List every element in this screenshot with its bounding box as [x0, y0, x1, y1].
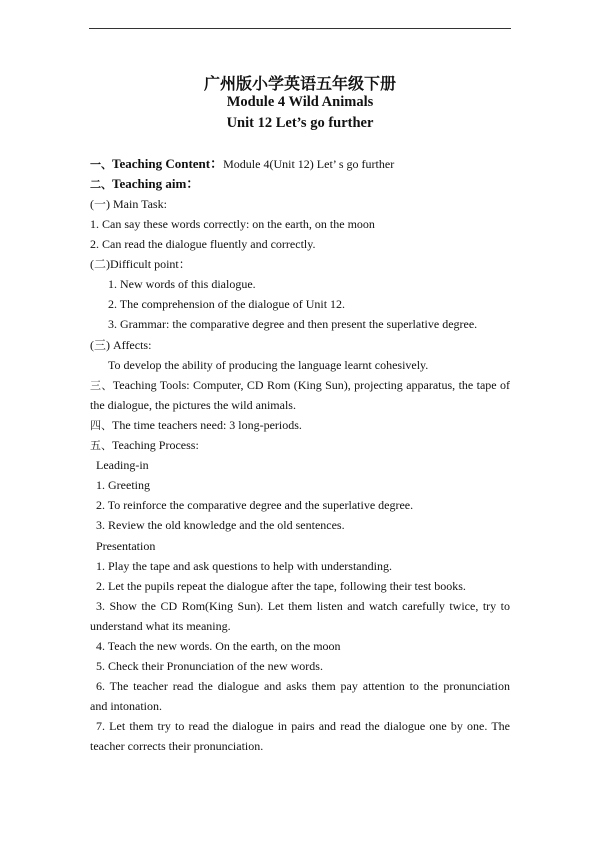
section-number: 四、 [90, 419, 112, 432]
leading-in-item: 2. To reinforce the comparative degree and the superlative degree. [96, 498, 414, 512]
main-task-item: 1. Can say these words correctly: on the earth, on the moon [90, 217, 375, 231]
time-needed-line [90, 417, 302, 434]
section-value: Module 4(Unit 12) Let’ s go further [223, 157, 395, 171]
doc-module-title: Module 4 Wild Animals [226, 94, 374, 110]
presentation-item-continued: understand what its meaning. [90, 619, 231, 633]
presentation-item: 4. Teach the new words. On the earth, on the moon [96, 639, 341, 653]
doc-title-chinese: 广州版小学英语五年级下册 [203, 74, 396, 93]
teaching-tools-line [90, 377, 510, 394]
time-needed-text: The time teachers need: 3 long-periods. [112, 418, 302, 432]
difficult-point-item: 1. New words of this dialogue. [108, 277, 256, 291]
affects-heading: (三) Affects: [90, 338, 152, 352]
section-number: 五、 [90, 439, 112, 452]
presentation-item: 5. Check their Pronunciation of the new words. [96, 659, 323, 673]
teaching-tools-continued: the dialogue, the pictures the wild animals. [90, 398, 296, 412]
leading-in-item: 1. Greeting [96, 478, 150, 492]
difficult-point-item: 2. The comprehension of the dialogue of Unit 12. [108, 297, 346, 311]
section-label: Teaching aim： [112, 176, 200, 191]
presentation-item: 2. Let the pupils repeat the dialogue after the tape, following their test books. [96, 579, 466, 593]
difficult-point-heading: (二)Difficult point： [90, 257, 191, 271]
difficult-point-item: 3. Grammar: the comparative degree and then present the superlative degree. [108, 317, 478, 331]
teaching-process-line [90, 437, 199, 454]
presentation-item: 7. Let them try to read the dialogue in pairs and read the dialogue one by one. The [96, 719, 510, 733]
header-rule [89, 28, 511, 29]
presentation-item: 1. Play the tape and ask questions to help with understanding. [96, 559, 392, 573]
leading-in-heading: Leading-in [96, 458, 149, 472]
doc-unit-title: Unit 12 Let’s go further [226, 115, 374, 131]
leading-in-item: 3. Review the old knowledge and the old sentences. [96, 518, 345, 532]
section-number: 三、 [90, 379, 113, 392]
section-label: Teaching Content： [112, 156, 224, 171]
section-number: 二、 [90, 178, 112, 191]
affects-item: To develop the ability of producing the language learnt cohesively. [108, 358, 429, 372]
presentation-item: 3. Show the CD Rom(King Sun). Let them listen and watch carefully twice, try to [96, 599, 510, 613]
presentation-heading: Presentation [96, 539, 156, 553]
section-teaching-content [90, 156, 394, 173]
main-task-heading: (一) Main Task: [90, 197, 167, 211]
teaching-process-text: Teaching Process: [112, 438, 199, 452]
presentation-item-continued: and intonation. [90, 699, 162, 713]
section-number: 一、 [90, 158, 112, 171]
presentation-item: 6. The teacher read the dialogue and asks them pay attention to the pronunciation [96, 679, 510, 693]
main-task-item: 2. Can read the dialogue fluently and correctly. [90, 237, 316, 251]
presentation-item-continued: teacher corrects their pronunciation. [90, 739, 264, 753]
section-teaching-aim [90, 176, 199, 193]
teaching-tools-text: Teaching Tools: Computer, CD Rom (King Sun), projecting apparatus, the tape of [112, 378, 510, 392]
